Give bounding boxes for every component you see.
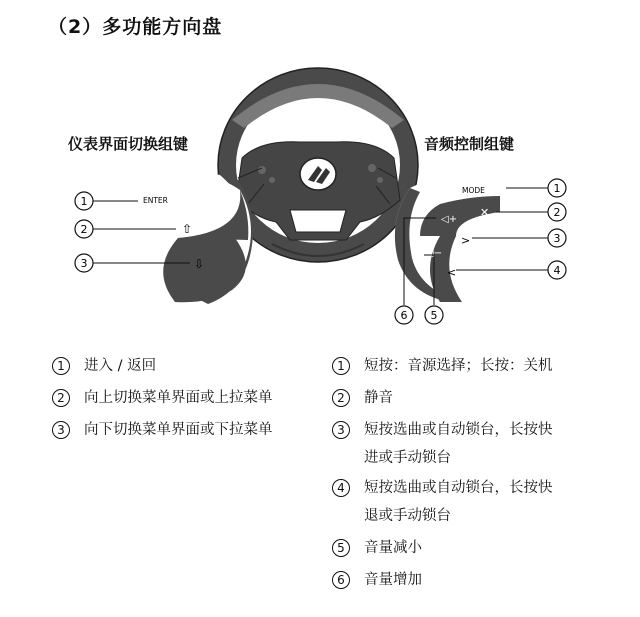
next-button: > bbox=[461, 234, 471, 247]
svg-text:1: 1 bbox=[553, 182, 561, 195]
legend-item: 2 静音 bbox=[332, 384, 393, 412]
legend-item: 6 音量增加 bbox=[332, 566, 422, 594]
svg-text:4: 4 bbox=[553, 264, 561, 277]
volume-up-icon: ◁+ bbox=[441, 214, 458, 225]
svg-text:1: 1 bbox=[80, 195, 88, 208]
svg-text:2: 2 bbox=[80, 223, 88, 236]
legend-item: 3 向下切换菜单界面或下拉菜单 bbox=[52, 416, 273, 444]
svg-text:3: 3 bbox=[80, 257, 88, 270]
mode-button: MODE bbox=[462, 186, 485, 195]
legend-item: 4 短按选曲或自动锁台，长按快 退或手动锁台 bbox=[332, 474, 553, 530]
number-badge: 5 bbox=[332, 539, 350, 557]
up-arrow-icon: ⇧ bbox=[182, 222, 193, 236]
number-badge: 1 bbox=[332, 357, 350, 375]
page-title: （2）多功能方向盘 bbox=[48, 16, 223, 38]
prev-button: < bbox=[447, 266, 457, 279]
right-group-label: 音频控制组键 bbox=[424, 135, 515, 153]
legend-item: 1 短按：音源选择；长按：关机 bbox=[332, 352, 553, 380]
left-group-label: 仪表界面切换组键 bbox=[68, 135, 189, 153]
number-badge: 4 bbox=[332, 479, 350, 497]
volume-down-icon: ◁− bbox=[426, 248, 443, 259]
svg-text:2: 2 bbox=[553, 206, 561, 219]
number-badge: 3 bbox=[332, 421, 350, 439]
svg-text:6: 6 bbox=[400, 309, 408, 322]
enter-button: ENTER bbox=[143, 196, 168, 205]
legend-item: 5 音量减小 bbox=[332, 534, 422, 562]
legend-item: 1 进入 / 返回 bbox=[52, 352, 156, 380]
number-badge: 2 bbox=[332, 389, 350, 407]
legend-item: 3 短按选曲或自动锁台，长按快 进或手动锁台 bbox=[332, 416, 553, 472]
number-badge: 3 bbox=[52, 421, 70, 439]
down-arrow-icon: ⇩ bbox=[194, 257, 205, 271]
number-badge: 6 bbox=[332, 571, 350, 589]
svg-text:5: 5 bbox=[430, 309, 438, 322]
mute-icon: ✕ bbox=[480, 206, 490, 219]
svg-text:3: 3 bbox=[553, 232, 561, 245]
legend-item: 2 向上切换菜单界面或上拉菜单 bbox=[52, 384, 273, 412]
number-badge: 2 bbox=[52, 389, 70, 407]
number-badge: 1 bbox=[52, 357, 70, 375]
